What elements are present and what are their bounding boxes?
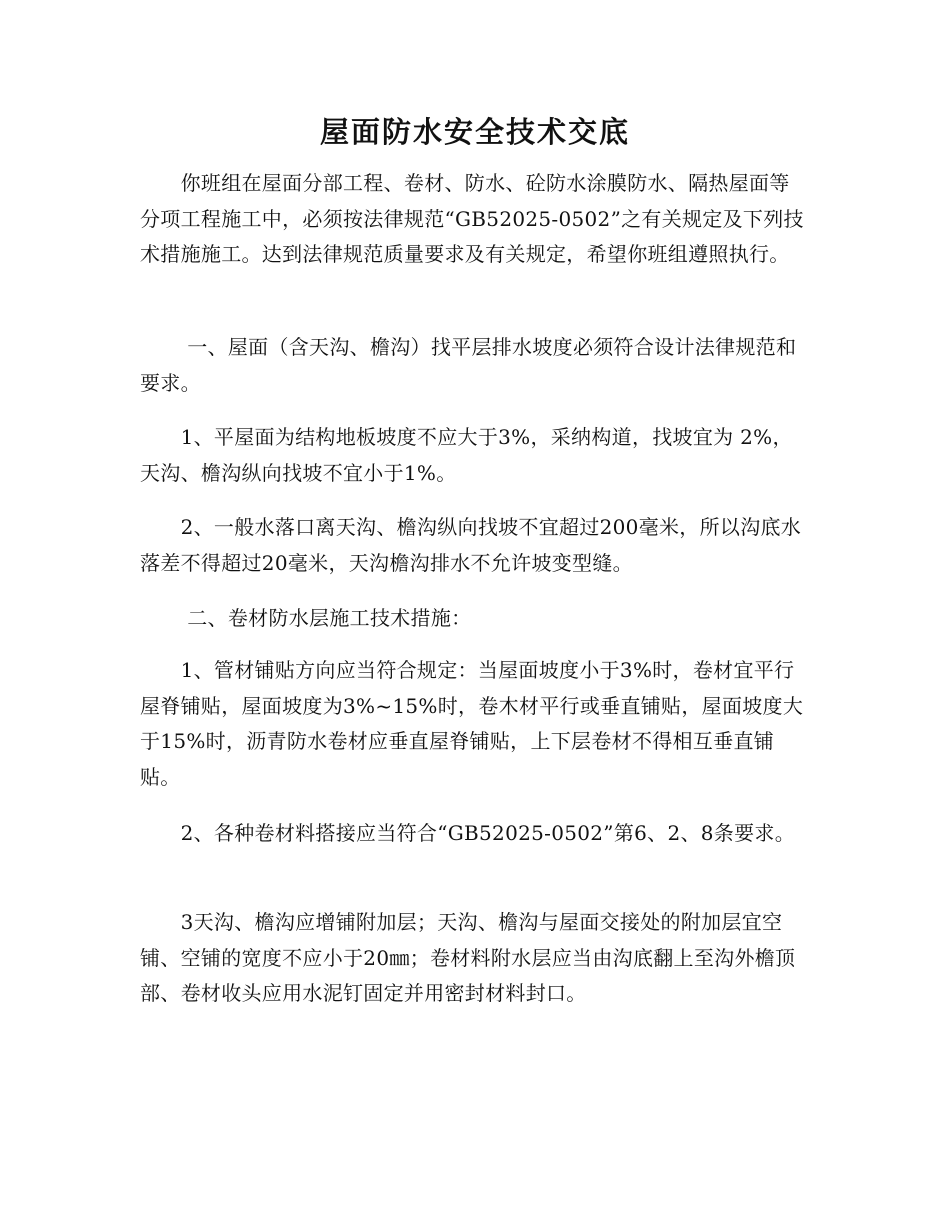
section-two-item-2: 2、各种卷材料搭接应当符合“GB52025-0502”第6、2、8条要求。	[140, 821, 795, 845]
document-title: 屋面防水安全技术交底	[319, 115, 630, 149]
section-two-heading: 二、卷材防水层施工技术措施：	[140, 606, 472, 630]
section-one-item-1: 1、平屋面为结构地板坡度不应大于3%，采纳构道，找坡宜为 2%，天沟、檐沟纵向找坡不宜小于1%。	[140, 425, 793, 485]
section-two-item-1: 1、管材铺贴方向应当符合规定：当屋面坡度小于3%时，卷材宜平行屋脊铺贴，屋面坡度为3%~15%时，卷木材平行或垂直铺贴，屋面坡度大于15%时，沥青防水卷材应垂直屋脊铺贴，上下层卷材不得相互垂直铺贴。	[140, 658, 804, 789]
intro-paragraph: 你班组在屋面分部工程、卷材、防水、砼防水涂膜防水、隔热屋面等分项工程施工中，必须按法律规范“GB52025-0502”之有关规定及下列技术措施施工。达到法律规范质量要求及有关规定，希望你班组遵照执行。	[140, 171, 804, 266]
section-two-item-3: 3天沟、檐沟应增铺附加层；天沟、檐沟与屋面交接处的附加层宜空铺、空铺的宽度不应小于20㎜；卷材料附水层应当由沟底翻上至沟外檐顶部、卷材收头应用水泥钉固定并用密封材料封口。	[140, 910, 796, 1005]
section-one-item-2: 2、一般水落口离天沟、檐沟纵向找坡不宜超过200毫米，所以沟底水落差不得超过20毫米，天沟檐沟排水不允许坡变型缝。	[140, 515, 802, 575]
section-one-heading: 一、屋面（含天沟、檐沟）找平层排水坡度必须符合设计法律规范和要求。	[140, 335, 797, 395]
